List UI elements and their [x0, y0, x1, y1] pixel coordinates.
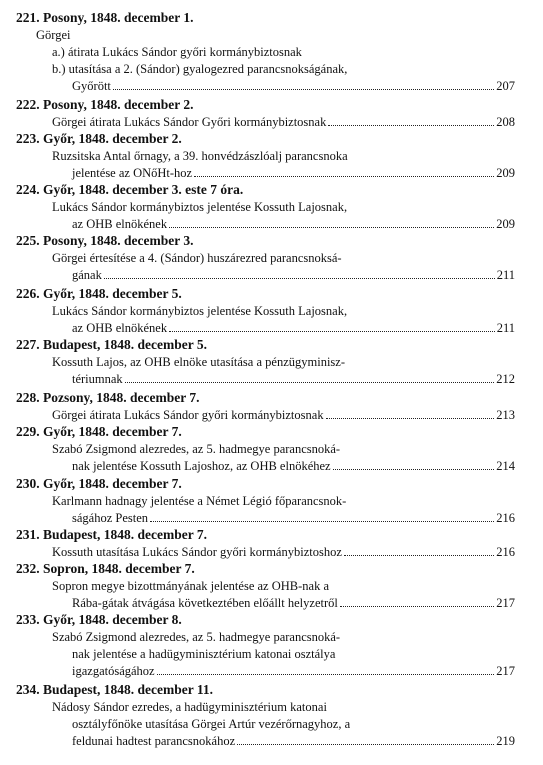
entry-leader-line	[72, 663, 515, 679]
leader-dots	[169, 320, 495, 332]
entry-text-line: nak jelentése a hadügyminisztérium katonai osztálya	[72, 647, 336, 661]
entry-leader-line	[72, 267, 515, 283]
entry-text-line: Görgei értesítése a 4. (Sándor) huszárezred parancsnoksá-	[52, 251, 342, 265]
entry-text-line: Kossuth utasítása Lukács Sándor győri kormánybiztoshoz	[52, 545, 342, 559]
entry-text-line: Görgei	[36, 28, 71, 42]
entry-text-line: Lukács Sándor kormánybiztos jelentése Kossuth Lajosnak,	[52, 200, 348, 214]
entry-text-line: jelentése az ONőHt-hoz	[72, 166, 193, 180]
entry-text-line: nak jelentése Kossuth Lajoshoz, az OHB elnökéhez	[72, 459, 331, 473]
entry-text-line: tériumnak	[72, 372, 123, 386]
entry-leader-line	[72, 371, 515, 387]
entry-heading: 228. Pozsony, 1848. december 7.	[16, 390, 200, 405]
entry-text-line: a.) átirata Lukács Sándor győri kormánybiztosnak	[52, 45, 302, 59]
page-number: 209	[496, 166, 515, 180]
entry-leader-line	[72, 595, 515, 611]
entry-text-line: igazgatóságához	[72, 664, 155, 678]
entry-text-line: Sopron megye bizottmányának jelentése az OHB-nak a	[52, 579, 329, 593]
leader-dots	[194, 165, 494, 177]
entry-text-line: Karlmann hadnagy jelentése a Német Légió főparancsnok-	[52, 494, 347, 508]
page-number: 217	[496, 664, 515, 678]
entry-leader-line	[52, 544, 515, 560]
page-number: 216	[496, 511, 515, 525]
entry-heading: 227. Budapest, 1848. december 5.	[16, 337, 207, 352]
entry-text-line: ságához Pesten	[72, 511, 149, 525]
page-number: 216	[496, 545, 515, 559]
entry-heading: 225. Posony, 1848. december 3.	[16, 233, 194, 248]
entry-heading: 232. Sopron, 1848. december 7.	[16, 561, 195, 576]
entry-text-line: Lukács Sándor kormánybiztos jelentése Kossuth Lajosnak,	[52, 304, 348, 318]
entry-leader-line	[72, 510, 515, 526]
entry-text-line: Kossuth Lajos, az OHB elnöke utasítása a pénzügyminisz-	[52, 355, 345, 369]
entry-heading: 229. Győr, 1848. december 7.	[16, 424, 182, 439]
entry-leader-line	[52, 407, 515, 423]
leader-dots	[169, 216, 494, 228]
entry-text-line: Görgei átirata Lukács Sándor győri kormánybiztosnak	[52, 408, 324, 422]
entry-heading: 231. Budapest, 1848. december 7.	[16, 527, 207, 542]
page-number: 209	[496, 217, 515, 231]
leader-dots	[333, 458, 495, 470]
entry-text-line: Nádosy Sándor ezredes, a hadügyminisztérium katonai	[52, 700, 327, 714]
leader-dots	[344, 544, 494, 556]
leader-dots	[328, 114, 494, 126]
entry-text-line: Szabó Zsigmond alezredes, az 5. hadmegye parancsnoká-	[52, 630, 341, 644]
leader-dots	[157, 663, 495, 675]
leader-dots	[150, 510, 494, 522]
entry-text-line: Győrött	[72, 79, 111, 93]
entry-text-line: Görgei átirata Lukács Sándor Győri kormánybiztosnak	[52, 115, 327, 129]
leader-dots	[326, 407, 495, 419]
entry-leader-line	[52, 114, 515, 130]
entry-heading: 222. Posony, 1848. december 2.	[16, 97, 194, 112]
entry-heading: 234. Budapest, 1848. december 11.	[16, 682, 214, 697]
entry-text-line: az OHB elnökének	[72, 321, 168, 335]
entry-heading: 230. Győr, 1848. december 7.	[16, 476, 182, 491]
entry-text-line: Szabó Zsigmond alezredes, az 5. hadmegye parancsnoká-	[52, 442, 341, 456]
page-number: 207	[496, 79, 515, 93]
entry-heading: 224. Győr, 1848. december 3. este 7 óra.	[16, 182, 244, 197]
page-number: 214	[496, 459, 515, 473]
page-number: 208	[496, 115, 515, 129]
page-number: 211	[496, 321, 515, 335]
entry-leader-line	[72, 165, 515, 181]
entry-leader-line	[72, 458, 515, 474]
page-number: 211	[496, 268, 515, 282]
entry-heading: 233. Győr, 1848. december 8.	[16, 612, 182, 627]
entry-leader-line	[72, 320, 515, 336]
entry-text-line: feldunai hadtest parancsnokához	[72, 734, 236, 748]
page-number: 213	[496, 408, 515, 422]
entry-text-line: Ruzsitska Antal őrnagy, a 39. honvédzászlóalj parancsnoka	[52, 149, 348, 163]
page-number: 212	[496, 372, 515, 386]
leader-dots	[125, 371, 495, 383]
page-number: 217	[496, 596, 515, 610]
entry-text-line: b.) utasítása a 2. (Sándor) gyalogezred parancsnokságának,	[52, 62, 348, 76]
entry-text-line: gának	[72, 268, 102, 282]
entry-heading: 226. Győr, 1848. december 5.	[16, 286, 182, 301]
entry-leader-line	[72, 733, 515, 749]
entry-leader-line	[72, 78, 515, 94]
entry-text-line: az OHB elnökének	[72, 217, 168, 231]
entry-heading: 221. Posony, 1848. december 1.	[16, 10, 194, 25]
entry-text-line: osztályfőnöke utasítása Görgei Artúr vezérőrnagyhoz, a	[72, 717, 351, 731]
entry-leader-line	[72, 216, 515, 232]
leader-dots	[113, 78, 494, 90]
entry-text-line: Rába-gátak átvágása következtében előállt helyzetről	[72, 596, 338, 610]
leader-dots	[340, 595, 494, 607]
leader-dots	[104, 267, 495, 279]
leader-dots	[237, 733, 494, 745]
entry-heading: 223. Győr, 1848. december 2.	[16, 131, 182, 146]
page-number: 219	[496, 734, 515, 748]
